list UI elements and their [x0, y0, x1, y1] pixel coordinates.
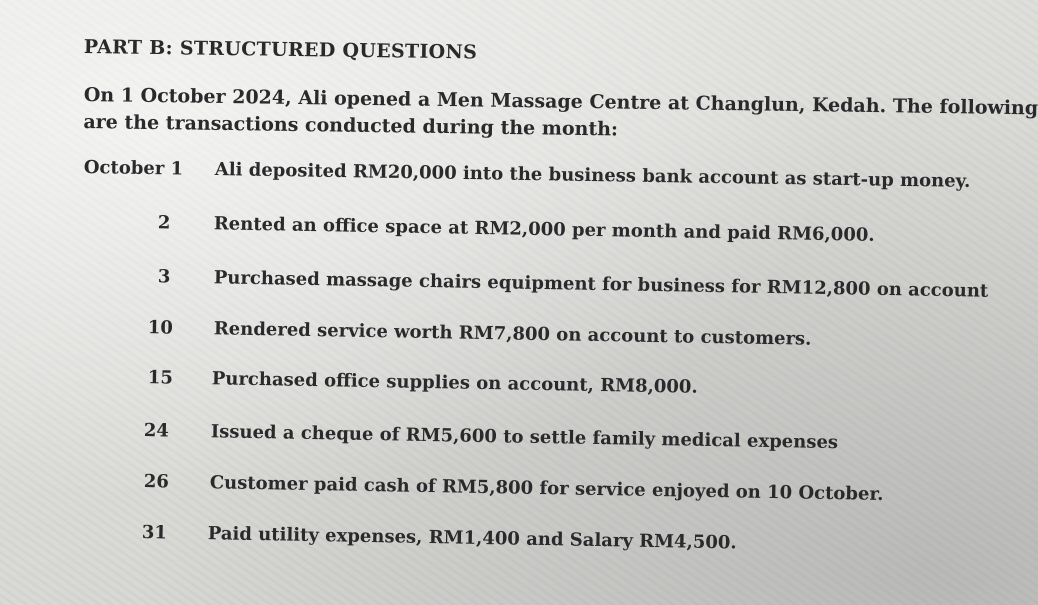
- section-heading: PART B: STRUCTURED QUESTIONS: [83, 36, 478, 64]
- intro-line-2: are the transactions conducted during the month:: [83, 110, 619, 141]
- transaction-date: 3: [157, 266, 171, 288]
- transaction-date: 10: [147, 317, 174, 339]
- transaction-description: Rendered service worth RM7,800 on account to customers.: [213, 318, 812, 350]
- transaction-description: Purchased massage chairs equipment for business for RM12,800 on account: [213, 267, 989, 302]
- transaction-date: 26: [143, 471, 170, 493]
- transaction-date: 24: [143, 420, 170, 442]
- transaction-description: Issued a cheque of RM5,600 to settle family medical expenses: [210, 421, 839, 454]
- transaction-description: Purchased office supplies on account, RM8,000.: [211, 368, 698, 398]
- transaction-description: Ali deposited RM20,000 into the business bank account as start-up money.: [214, 159, 971, 192]
- transaction-date: 31: [141, 522, 168, 544]
- intro-paragraph: [83, 82, 1038, 148]
- transaction-date: 2: [157, 212, 171, 234]
- transaction-date: October 1: [83, 157, 184, 180]
- transaction-description: Customer paid cash of RM5,800 for service enjoyed on 10 October.: [209, 472, 884, 505]
- transaction-date: 15: [147, 367, 174, 389]
- intro-line-1: On 1 October 2024, Ali opened a Men Massage Centre at Changlun, Kedah. The following: [83, 83, 1038, 120]
- transaction-description: Rented an office space at RM2,000 per month and paid RM6,000.: [213, 213, 875, 246]
- transaction-description: Paid utility expenses, RM1,400 and Salary RM4,500.: [207, 523, 737, 554]
